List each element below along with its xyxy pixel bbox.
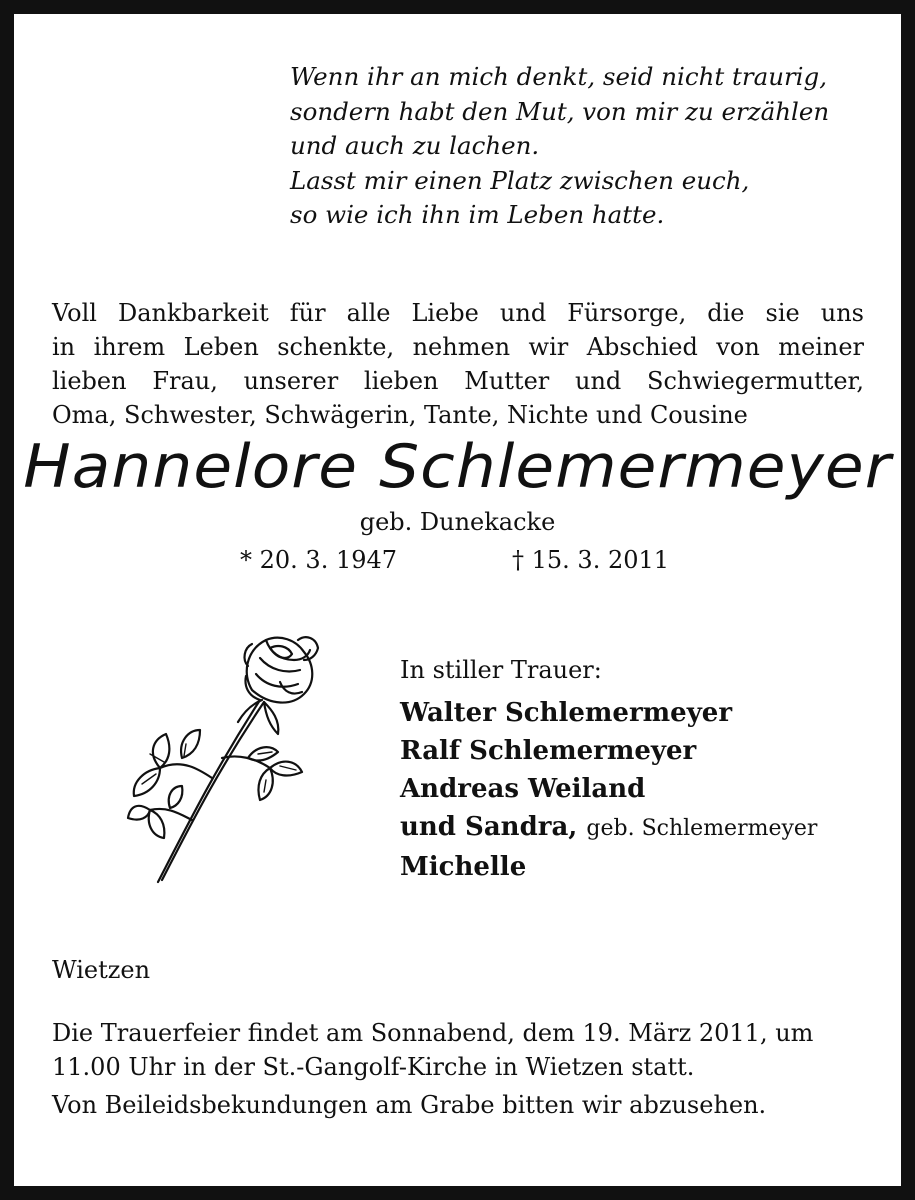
mourner-entry [400,808,900,848]
poem-line: und auch zu lachen. [290,131,540,160]
intro-line: Oma, Schwester, Schwägerin, Tante, Nichte und Cousine [52,401,748,429]
mourner-name: Michelle [400,852,527,882]
poem-line: Lasst mir einen Platz zwischen euch, [290,165,750,195]
mourner-name: Ralf Schlemermeyer [400,736,697,766]
service-line: Die Trauerfeier findet am Sonnabend, dem 19. März 2011, um [52,1019,814,1047]
rose-icon [120,630,340,904]
deceased-name: Hannelore Schlemermeyer [23,432,892,502]
intro-line: in ihrem Leben schenkte, nehmen wir Abschied von meiner [52,333,864,361]
mourners-list [400,694,900,886]
mourner-name: und Sandra, [400,812,578,842]
maiden-name: geb. Dunekacke [359,508,556,536]
mourner-name: Andreas Weiland [400,774,646,804]
intro-line: lieben Frau, unserer lieben Mutter und Schwiegermutter, [52,367,864,395]
death-date: † 15. 3. 2011 [512,546,670,574]
service-line: 11.00 Uhr in der St.-Gangolf-Kirche in Wietzen statt. [52,1053,695,1081]
poem-line: sondern habt den Mut, von mir zu erzählen [290,96,830,126]
service-info [52,1016,872,1122]
poem-line: Wenn ihr an mich denkt, seid nicht traurig, [290,62,827,91]
birth-date: * 20. 3. 1947 [240,546,398,574]
mourner-maiden-note: geb. Schlemermeyer [586,816,818,841]
place: Wietzen [52,956,151,984]
intro-line: Voll Dankbarkeit für alle Liebe und Fürsorge, die sie uns [52,299,864,327]
intro-text [52,296,864,432]
mourning-label: In stiller Trauer: [400,656,602,684]
poem [290,60,880,233]
condolence-note: Von Beileidsbekundungen am Grabe bitten wir abzusehen. [52,1091,767,1119]
mourner-name: Walter Schlemermeyer [400,698,733,728]
poem-line: so wie ich ihn im Leben hatte. [290,200,665,229]
